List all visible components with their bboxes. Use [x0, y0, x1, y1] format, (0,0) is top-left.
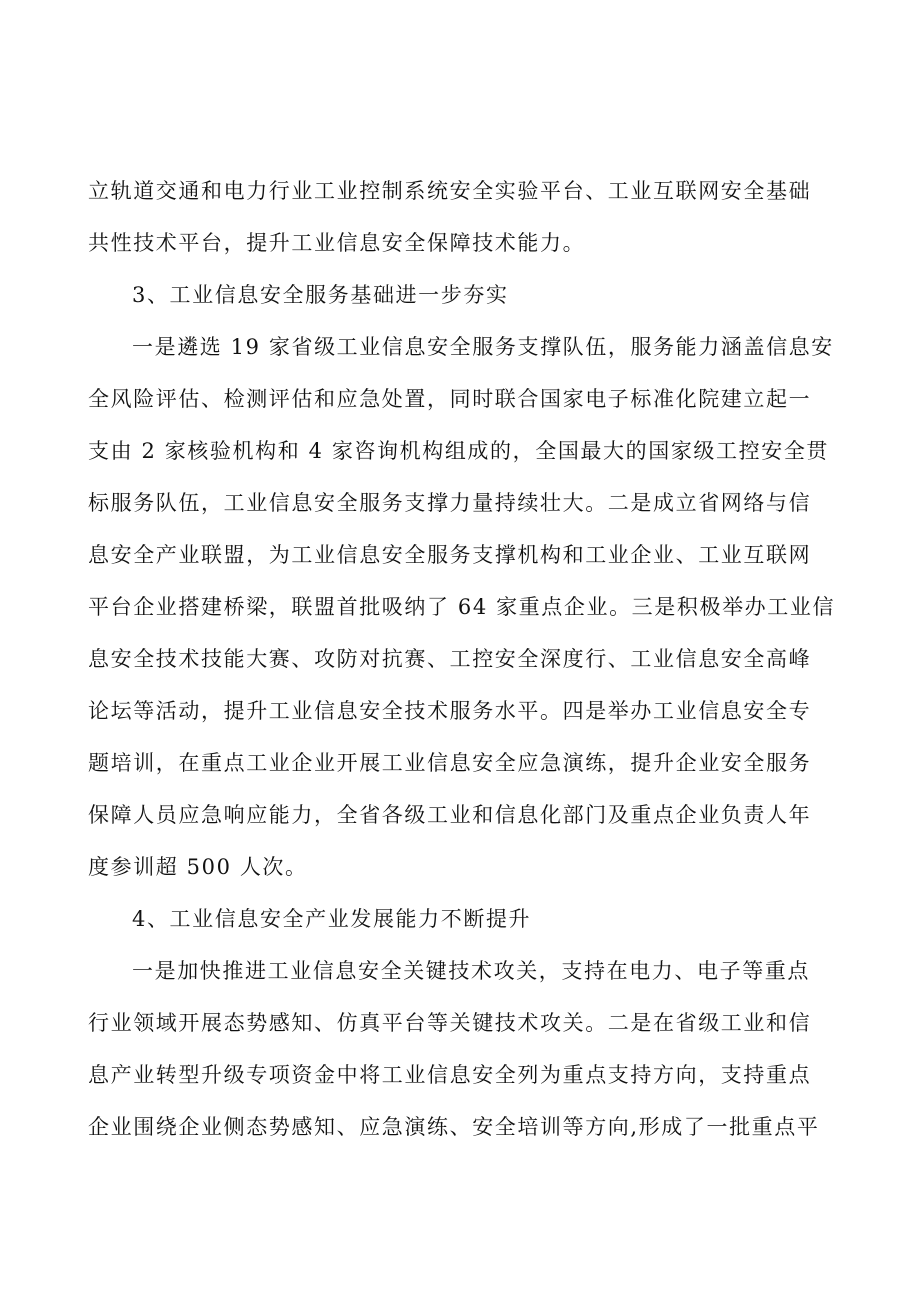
- paragraph-line: 行业领域开展态势感知、仿真平台等关键技术攻关。二是在省级工业和信: [88, 1011, 812, 1035]
- paragraph-line: 共性技术平台，提升工业信息安全保障技术能力。: [88, 231, 586, 255]
- paragraph-line: 一是遴选 19 家省级工业信息安全服务支撑队伍，服务能力涵盖信息安: [132, 335, 834, 359]
- paragraph-line: 息安全技术技能大赛、攻防对抗赛、工控安全深度行、工业信息安全高峰: [88, 647, 812, 671]
- paragraph-line: 息产业转型升级专项资金中将工业信息安全列为重点支持方向，支持重点: [88, 1063, 812, 1087]
- section-heading: 3、工业信息安全服务基础进一步夯实: [132, 283, 509, 307]
- paragraph-line: 息安全产业联盟，为工业信息安全服务支撑机构和工业企业、工业互联网: [88, 543, 812, 567]
- paragraph-line: 企业围绕企业侧态势感知、应急演练、安全培训等方向,形成了一批重点平: [88, 1115, 820, 1139]
- paragraph-line: 支由 2 家核验机构和 4 家咨询机构组成的，全国最大的国家级工控安全贯: [88, 439, 830, 463]
- paragraph-line: 立轨道交通和电力行业工业控制系统安全实验平台、工业互联网安全基础: [88, 179, 812, 203]
- paragraph-line: 论坛等活动，提升工业信息安全技术服务水平。四是举办工业信息安全专: [88, 699, 812, 723]
- section-heading: 4、工业信息安全产业发展能力不断提升: [132, 907, 532, 931]
- paragraph-line: 度参训超 500 人次。: [88, 855, 308, 879]
- paragraph-line: 标服务队伍，工业信息安全服务支撑力量持续壮大。二是成立省网络与信: [88, 491, 812, 515]
- document-body: [88, 170, 846, 1158]
- paragraph-line: 一是加快推进工业信息安全关键技术攻关，支持在电力、电子等重点: [132, 959, 810, 983]
- paragraph-line: 题培训，在重点工业企业开展工业信息安全应急演练，提升企业安全服务: [88, 751, 812, 775]
- paragraph-line: 全风险评估、检测评估和应急处置，同时联合国家电子标准化院建立起一: [88, 387, 812, 411]
- paragraph-line: 平台企业搭建桥梁，联盟首批吸纳了 64 家重点企业。三是积极举办工业信: [88, 595, 836, 619]
- paragraph-line: 保障人员应急响应能力，全省各级工业和信息化部门及重点企业负责人年: [88, 803, 812, 827]
